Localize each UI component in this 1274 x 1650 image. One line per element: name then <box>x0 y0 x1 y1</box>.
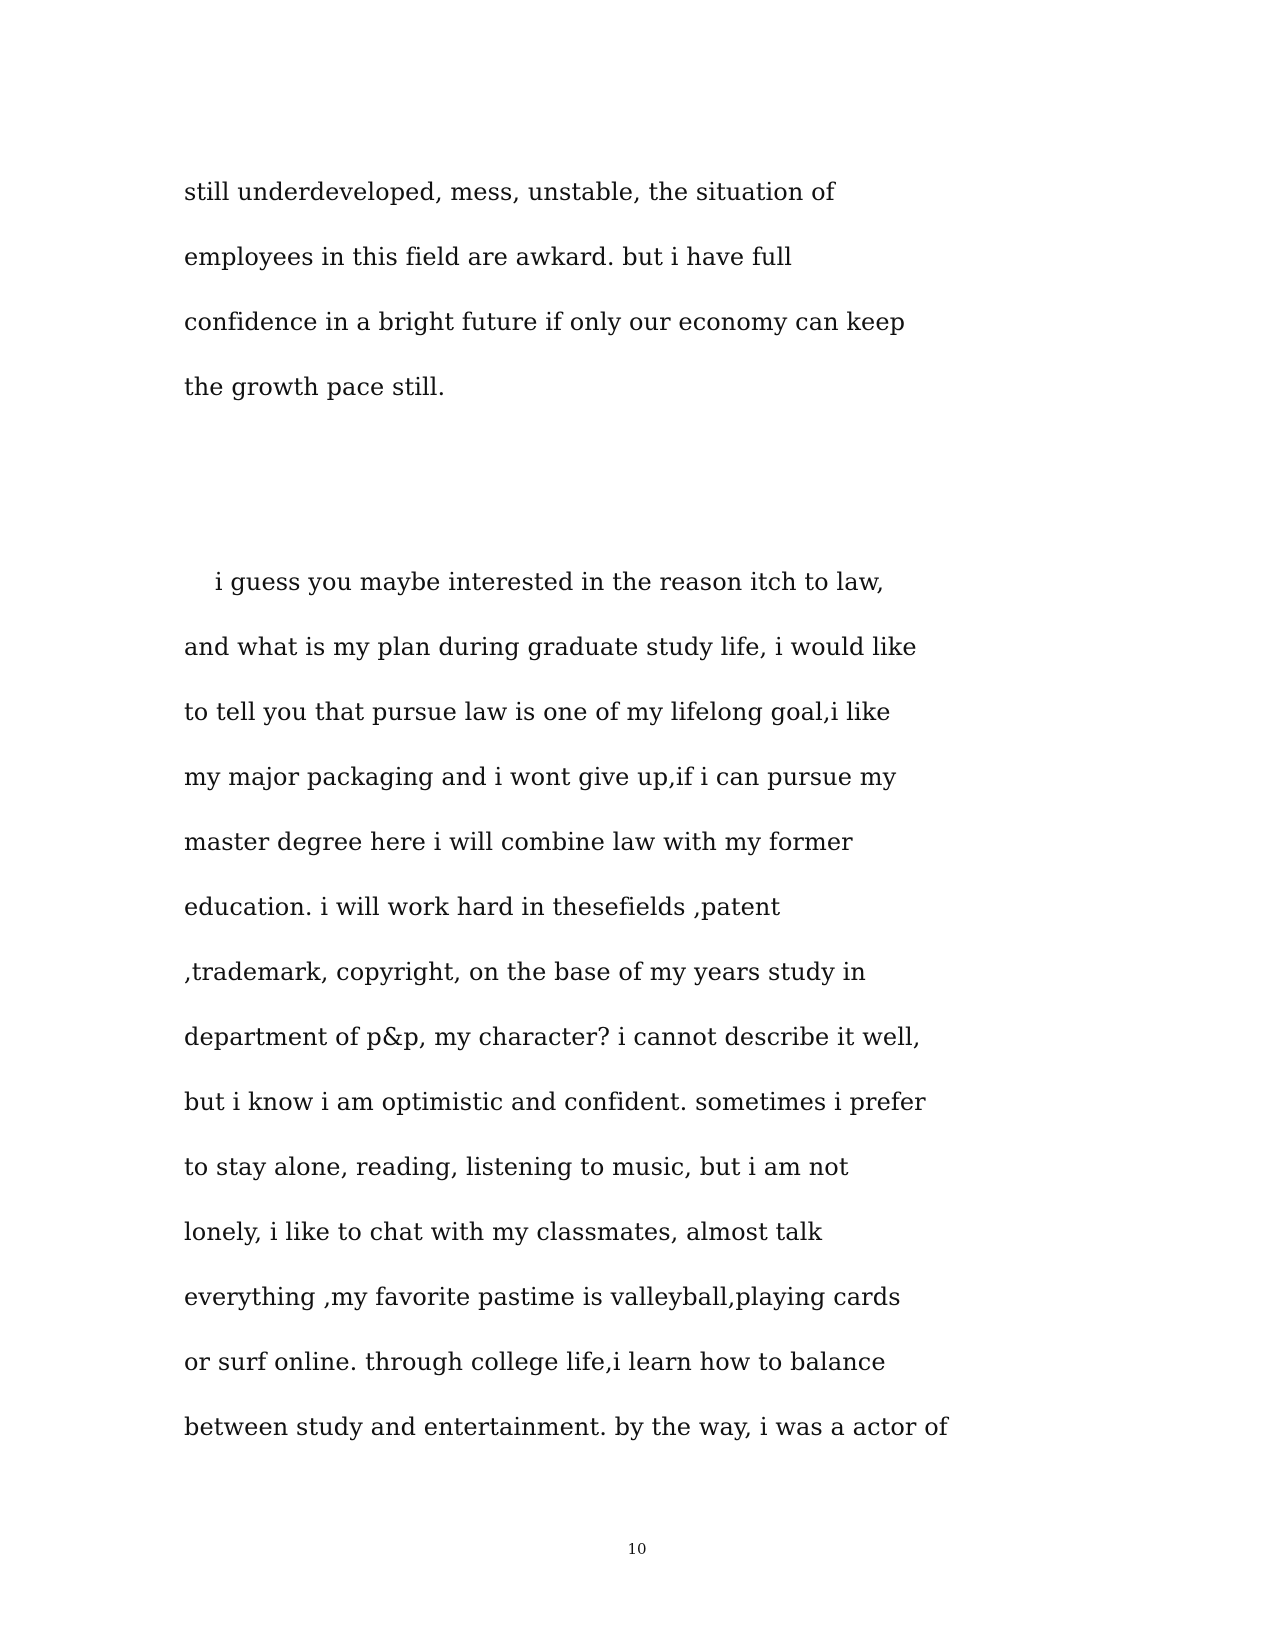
text-line: lonely, i like to chat with my classmates, almost talk <box>184 1218 823 1246</box>
text-line: my major packaging and i wont give up,if i can pursue my <box>184 763 897 791</box>
text-line: between study and entertainment. by the way, i was a actor of <box>184 1413 948 1441</box>
text-line: still underdeveloped, mess, unstable, the situation of <box>184 178 835 206</box>
text-line: to tell you that pursue law is one of my lifelong goal,i like <box>184 698 891 726</box>
page-number: 10 <box>627 1540 647 1558</box>
text-line: and what is my plan during graduate study life, i would like <box>184 633 917 661</box>
text-line: i guess you maybe interested in the reason itch to law, <box>184 568 885 596</box>
text-line: to stay alone, reading, listening to music, but i am not <box>184 1153 849 1181</box>
text-line: employees in this field are awkard. but i have full <box>184 243 793 271</box>
text-line: or surf online. through college life,i learn how to balance <box>184 1348 886 1376</box>
text-line: department of p&p, my character? i cannot describe it well, <box>184 1023 921 1051</box>
text-line: everything ,my favorite pastime is valleyball,playing cards <box>184 1283 901 1311</box>
paragraph-1 <box>184 160 905 420</box>
text-line: master degree here i will combine law with my former <box>184 828 853 856</box>
text-line: the growth pace still. <box>184 373 446 401</box>
text-line: ,trademark, copyright, on the base of my years study in <box>184 958 866 986</box>
text-line: confidence in a bright future if only our economy can keep <box>184 308 906 336</box>
paragraph-2 <box>184 550 948 1460</box>
text-line: but i know i am optimistic and confident. sometimes i prefer <box>184 1088 926 1116</box>
text-line: education. i will work hard in thesefields ,patent <box>184 893 781 921</box>
